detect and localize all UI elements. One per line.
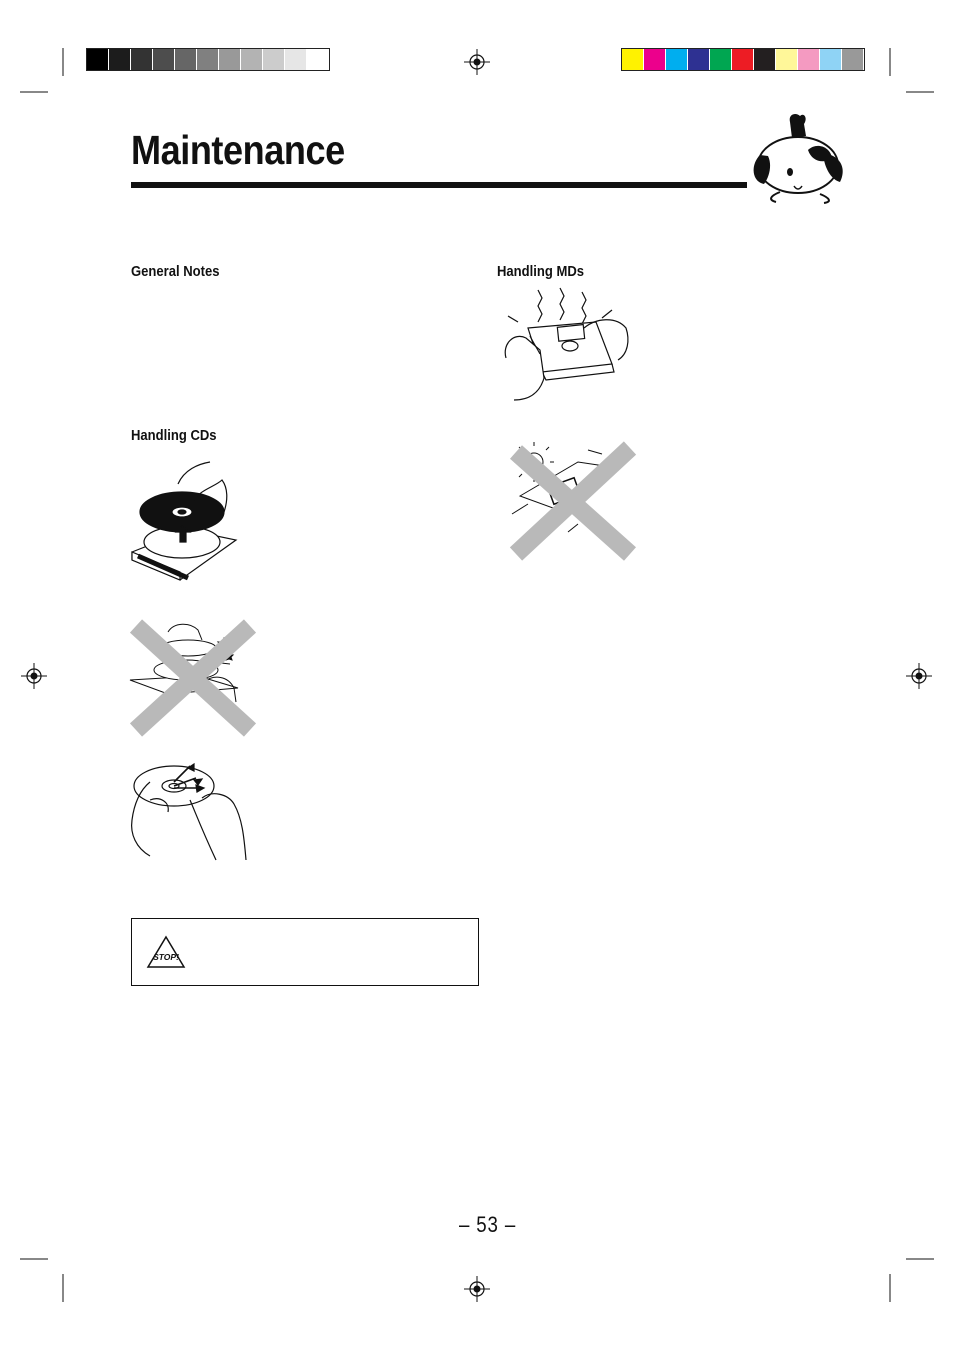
registration-target-icon — [19, 661, 49, 691]
cd-removal-illustration — [130, 460, 240, 585]
registration-target-icon — [462, 1274, 492, 1304]
mascot-dog-illustration — [750, 110, 850, 205]
handling-cds-heading: Handling CDs — [131, 428, 217, 444]
handling-mds-heading: Handling MDs — [497, 264, 585, 280]
stop-icon-label: STOP! — [153, 952, 179, 962]
page-title: Maintenance — [131, 127, 345, 173]
md-sunlight-prohibited-illustration — [508, 442, 633, 560]
md-handling-illustration — [500, 288, 635, 403]
page-number: – 53 – — [459, 1212, 517, 1237]
cd-holding-edges-illustration — [130, 760, 248, 865]
stop-warning-icon — [146, 935, 186, 971]
cd-bending-prohibited-illustration — [128, 618, 253, 740]
registration-target-icon — [462, 47, 492, 77]
registration-target-icon — [904, 661, 934, 691]
stop-warning-box — [131, 918, 479, 986]
title-rule — [131, 182, 747, 188]
general-notes-heading: General Notes — [131, 264, 220, 280]
